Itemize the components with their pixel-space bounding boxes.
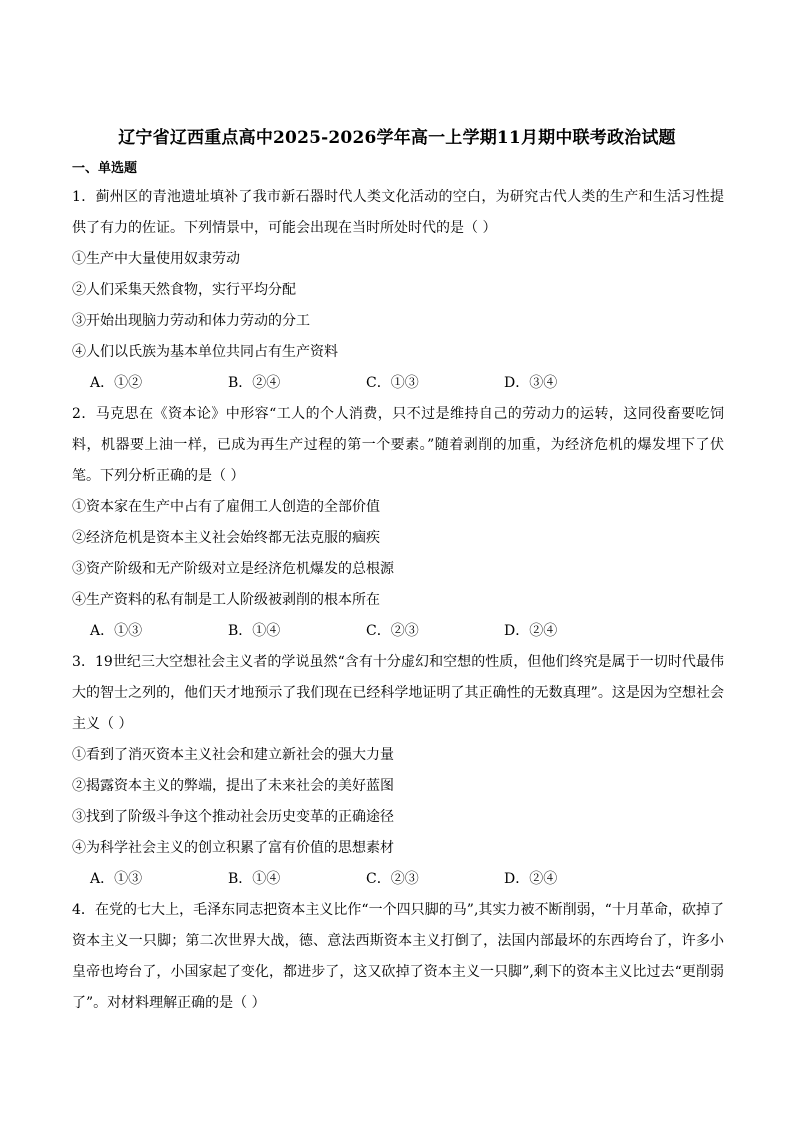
question-1 [72, 182, 724, 399]
choice-a: A．①③ [90, 623, 143, 639]
choice-a: A．①③ [90, 871, 143, 887]
choice-d: D．②④ [504, 871, 558, 887]
choice-d: D．③④ [504, 375, 558, 391]
statement-option: ③开始出现脑力劳动和体力劳动的分工 [72, 313, 310, 329]
choice-c: C．②③ [366, 623, 419, 639]
choice-c: C．②③ [366, 871, 419, 887]
choice-c: C．①③ [366, 375, 419, 391]
choice-d: D．②④ [504, 623, 558, 639]
choice-b: B．①④ [228, 871, 281, 887]
statement-option: ③资产阶级和无产阶级对立是经济危机爆发的总根源 [72, 561, 394, 577]
statement-option: ④生产资料的私有制是工人阶级被剥削的根本所在 [72, 592, 380, 608]
question-stem: 3．19世纪三大空想社会主义者的学说虽然“含有十分虚幻和空想的性质，但他们终究是属于一切时代最伟大的智士之列的，他们天才地预示了我们现在已经科学地证明了其正确性的无数真理”。这是因为空想社会主义（ ） [72, 654, 724, 732]
statement-option: ①资本家在生产中占有了雇佣工人创造的全部价值 [72, 499, 380, 515]
choice-b: B．①④ [228, 623, 281, 639]
statement-option: ④人们以氏族为基本单位共同占有生产资料 [72, 344, 338, 360]
statement-option: ④为科学社会主义的创立积累了富有价值的思想素材 [72, 840, 394, 856]
question-stem: 4．在党的七大上，毛泽东同志把资本主义比作“一个四只脚的马”,其实力被不断削弱，“十月革命，砍掉了资本主义一只脚；第二次世界大战，德、意法西斯资本主义打倒了，法国内部最坏的东西垮台了，许多小皇帝也垮台了，小国家起了变化，都进步了，这又砍掉了资本主义一只脚”,剩下的资本主义比过去“更削弱了”。对材料理解正确的是（ ） [72, 902, 724, 1011]
question-2 [72, 399, 724, 647]
question-3 [72, 647, 724, 895]
choice-a: A．①② [90, 375, 143, 391]
statement-option: ①看到了消灭资本主义社会和建立新社会的强大力量 [72, 747, 394, 763]
question-stem: 1．蓟州区的青池遗址填补了我市新石器时代人类文化活动的空白，为研究古代人类的生产和生活习性提供了有力的佐证。下列情景中，可能会出现在当时所处时代的是（ ） [72, 189, 724, 236]
answer-choices [72, 864, 724, 895]
question-4 [72, 895, 724, 1019]
page-title: 辽宁省辽西重点高中2025-2026学年高一上学期11月期中联考政治试题 [118, 128, 676, 148]
statement-option: ②人们采集天然食物，实行平均分配 [72, 282, 296, 298]
statement-option: ②揭露资本主义的弊端，提出了未来社会的美好蓝图 [72, 778, 394, 794]
section-heading: 一、单选题 [72, 161, 138, 176]
question-stem: 2．马克思在《资本论》中形容“工人的个人消费，只不过是维持自己的劳动力的运转，这同役畜要吃饲料，机器要上油一样，已成为再生产过程的第一个要素。”随着剥削的加重，为经济危机的爆发埋下了伏笔。下列分析正确的是（ ） [72, 406, 724, 484]
question-list [72, 182, 724, 1019]
statement-option: ②经济危机是资本主义社会始终都无法克服的痼疾 [72, 530, 380, 546]
choice-b: B．②④ [228, 375, 281, 391]
answer-choices [72, 368, 724, 399]
statement-option: ①生产中大量使用奴隶劳动 [72, 251, 240, 267]
statement-option: ③找到了阶级斗争这个推动社会历史变革的正确途径 [72, 809, 394, 825]
answer-choices [72, 616, 724, 647]
